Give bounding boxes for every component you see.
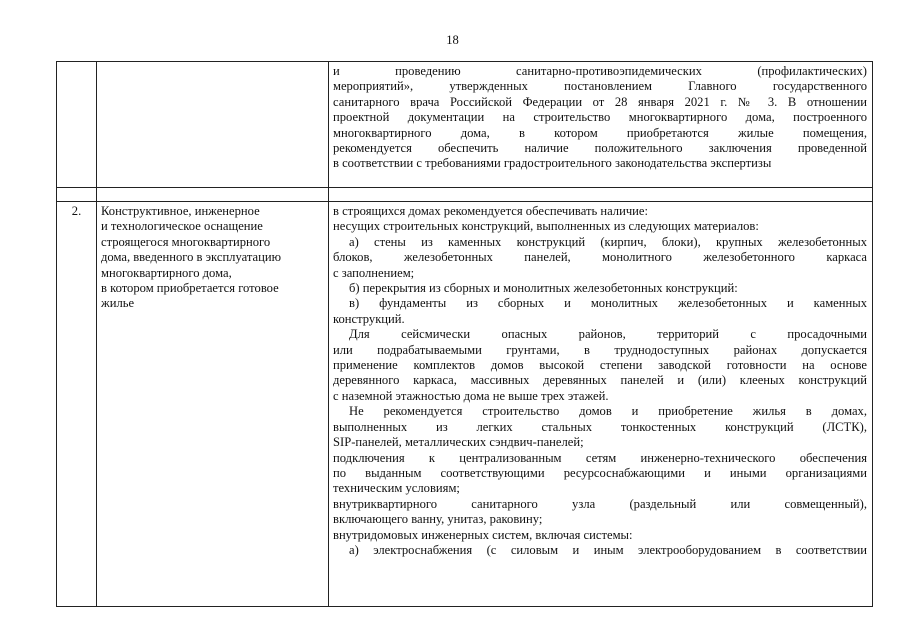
topic-cell	[97, 62, 329, 188]
requirement-line: многоквартирного дома, в котором приобретаются жилые помещения,	[333, 125, 867, 140]
topic-line: Конструктивное, инженерное	[101, 204, 260, 218]
requirement-line: выполненных из легких стальных тонкостенных конструкций (ЛСТК),	[333, 419, 867, 434]
table-row	[57, 188, 873, 202]
requirement-line: несущих строительных конструкций, выполненных из следующих материалов:	[333, 219, 759, 234]
requirement-line: в) фундаменты из сборных и монолитных железобетонных и каменных	[349, 296, 867, 311]
requirement-line: в соответствии с требованиями градостроительного законодательства экспертизы	[333, 156, 772, 171]
topic-line: строящегося многоквартирного	[101, 234, 271, 249]
requirement-line: применение комплектов домов высокой степени заводской готовности на основе	[333, 358, 867, 373]
requirement-cell	[329, 62, 873, 188]
topic-line: жилье	[101, 296, 135, 311]
requirement-line: рекомендуется обеспечить наличие положительного заключения проведенной	[333, 141, 867, 156]
requirement-line: SIP-панелей, металлических сэндвич-панелей;	[333, 435, 584, 450]
requirement-line: или подрабатываемыми грунтами, в труднодоступных районах допускается	[333, 342, 867, 357]
topic-line: дома, введенного в эксплуатацию	[101, 250, 281, 265]
requirement-line: а) электроснабжения (с силовым и иным электрооборудованием в соответствии	[349, 542, 867, 557]
requirement-line: Для сейсмически опасных районов, территорий с просадочными	[349, 327, 867, 342]
requirement-line: подключения к централизованным сетям инженерно-технического обеспечения	[333, 450, 867, 465]
requirement-line: блоков, железобетонных панелей, монолитного железобетонного каркаса	[333, 250, 867, 265]
topic-line: многоквартирного дома,	[101, 265, 232, 280]
requirements-table	[56, 61, 873, 607]
topic-line: и технологическое оснащение	[101, 219, 263, 234]
requirement-line: проектной документации на строительство многоквартирного дома, построенного	[333, 110, 867, 125]
topic-line: в котором приобретается готовое	[101, 281, 279, 296]
spacer-cell	[57, 188, 97, 202]
requirement-line: с наземной этажностью дома не выше трех этажей.	[333, 388, 609, 403]
requirement-line: Не рекомендуется строительство домов и приобретение жилья в домах,	[349, 404, 867, 419]
requirement-line: техническим условиям;	[333, 481, 460, 496]
requirement-line: и проведению санитарно-противоэпидемических (профилактических)	[333, 64, 867, 78]
requirement-line: включающего ванну, унитаз, раковину;	[333, 512, 543, 527]
requirement-line: мероприятий», утвержденных постановлением Главного государственного	[333, 79, 867, 94]
requirement-line: внутридомовых инженерных систем, включая системы:	[333, 527, 633, 542]
requirement-line: б) перекрытия из сборных и монолитных железобетонных конструкций:	[349, 281, 738, 296]
requirement-line: внутриквартирного санитарного узла (раздельный или совмещенный),	[333, 496, 867, 511]
row-number-cell	[57, 202, 97, 607]
page-number: 18	[446, 33, 459, 47]
row-number-cell	[57, 62, 97, 188]
spacer-cell	[329, 188, 873, 202]
requirement-line: по выданным соответствующими ресурсоснабжающими и иными организациями	[333, 465, 867, 480]
row-number: 2.	[71, 204, 82, 218]
spacer-cell	[97, 188, 329, 202]
requirement-line: деревянного каркаса, массивных деревянных панелей и (или) клееных конструкций	[333, 373, 867, 388]
requirement-cell	[329, 202, 873, 607]
table-row	[57, 202, 873, 607]
requirement-line: а) стены из каменных конструкций (кирпич, блоки), крупных железобетонных	[349, 234, 867, 249]
requirement-line: в строящихся домах рекомендуется обеспечивать наличие:	[333, 204, 648, 218]
requirement-line: санитарного врача Российской Федерации от 28 января 2021 г. № 3. В отношении	[333, 94, 867, 109]
requirement-line: конструкций.	[333, 311, 405, 326]
topic-cell	[97, 202, 329, 607]
requirement-line: с заполнением;	[333, 265, 415, 280]
table-row	[57, 62, 873, 188]
